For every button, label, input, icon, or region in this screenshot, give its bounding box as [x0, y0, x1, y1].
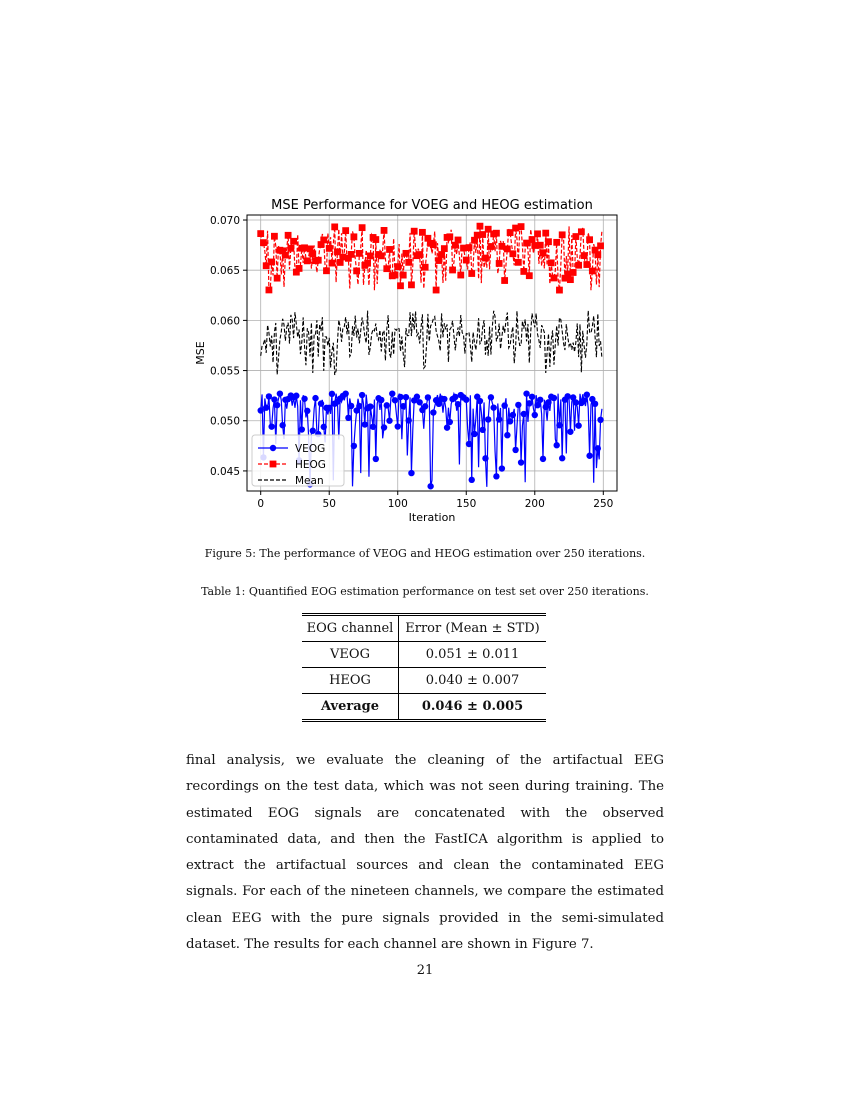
data-point-veog: [378, 397, 384, 403]
figure: [185, 190, 625, 530]
data-point-veog: [381, 424, 387, 430]
x-tick-label: 150: [456, 498, 477, 510]
data-point-heog: [323, 267, 330, 274]
data-point-veog: [329, 391, 335, 397]
data-point-veog: [386, 418, 392, 424]
x-tick-label: 250: [593, 498, 614, 510]
data-point-heog: [540, 249, 547, 256]
data-point-veog: [367, 403, 373, 409]
data-point-heog: [551, 275, 558, 282]
data-point-veog: [567, 429, 573, 435]
data-point-heog: [260, 239, 267, 246]
data-point-heog: [422, 264, 429, 271]
data-point-heog: [548, 259, 555, 266]
x-axis-label: Iteration: [408, 511, 456, 524]
y-tick-label: 0.055: [209, 365, 240, 378]
data-point-veog: [441, 396, 447, 402]
data-point-veog: [556, 422, 562, 428]
data-point-veog: [373, 456, 379, 462]
data-point-heog: [449, 267, 456, 274]
data-point-heog: [359, 224, 366, 231]
data-point-heog: [542, 230, 549, 237]
data-point-veog: [318, 400, 324, 406]
data-point-heog: [466, 244, 473, 251]
data-point-veog: [403, 394, 409, 400]
data-point-heog: [468, 270, 475, 277]
data-point-veog: [422, 403, 428, 409]
data-point-veog: [485, 416, 491, 422]
data-point-heog: [274, 275, 281, 282]
header-error: Error (Mean ± STD): [399, 615, 547, 642]
table-row: [302, 668, 546, 694]
data-point-heog: [397, 282, 404, 289]
data-point-veog: [348, 403, 354, 409]
data-point-heog: [509, 250, 516, 257]
data-point-veog: [471, 431, 477, 437]
data-point-heog: [416, 251, 423, 258]
data-point-heog: [329, 260, 336, 267]
data-point-veog: [523, 390, 529, 396]
mse-chart: [185, 190, 625, 530]
data-point-veog: [537, 397, 543, 403]
data-point-veog: [321, 424, 327, 430]
table-header-row: [302, 615, 546, 642]
table-caption: Table 1: Quantified EOG estimation performance on test set over 250 iterations.: [201, 585, 649, 598]
data-point-veog: [521, 411, 527, 417]
data-point-veog: [370, 424, 376, 430]
legend-marker-veog: [270, 445, 276, 451]
legend-label-heog: HEOG: [295, 459, 326, 471]
data-point-veog: [504, 432, 510, 438]
data-point-veog: [581, 397, 587, 403]
data-point-veog: [573, 399, 579, 405]
data-point-veog: [299, 426, 305, 432]
data-point-heog: [581, 252, 588, 259]
cell-channel: VEOG: [302, 642, 399, 668]
data-point-heog: [285, 232, 292, 239]
data-point-veog: [499, 465, 505, 471]
data-point-heog: [446, 233, 453, 240]
data-point-heog: [438, 251, 445, 258]
body-paragraph: final analysis, we evaluate the cleaning of the artifactual EEG recordings on the test data, which was not seen during training. The estimated EOG signals are concatenated with the observed contaminated data, and then the FastICA algorithm is applied to extract the artifactual sources and clean the contaminated EEG signals. For each of the nineteen channels, we compare the estimated clean EEG with the pure signals provided in the semi-simulated dataset. The results for each channel are shown in Figure 7.: [186, 753, 664, 953]
data-point-heog: [266, 287, 273, 294]
data-point-heog: [342, 227, 349, 234]
data-point-veog: [389, 390, 395, 396]
y-tick-label: 0.065: [209, 265, 240, 278]
data-point-veog: [529, 394, 535, 400]
data-point-heog: [364, 260, 371, 267]
data-point-veog: [501, 402, 507, 408]
data-point-veog: [326, 405, 332, 411]
series-heog: [257, 223, 604, 294]
header-eog-channel: EOG channel: [302, 615, 399, 642]
data-point-veog: [518, 459, 524, 465]
data-point-heog: [386, 246, 393, 253]
data-point-veog: [359, 392, 365, 398]
data-point-veog: [554, 442, 560, 448]
y-tick-label: 0.060: [209, 315, 240, 328]
table-row-average: [302, 694, 546, 721]
data-point-veog: [342, 390, 348, 396]
data-point-heog: [403, 250, 410, 257]
data-point-veog: [384, 402, 390, 408]
legend-marker-heog: [270, 461, 277, 468]
data-point-veog: [490, 404, 496, 410]
data-point-heog: [348, 251, 355, 258]
data-point-veog: [510, 412, 516, 418]
data-point-heog: [287, 245, 294, 252]
data-point-veog: [274, 402, 280, 408]
data-point-veog: [480, 427, 486, 433]
data-point-heog: [526, 272, 533, 279]
data-point-heog: [575, 262, 582, 269]
data-point-veog: [515, 402, 521, 408]
data-point-heog: [493, 230, 500, 237]
data-point-veog: [293, 393, 299, 399]
data-point-veog: [532, 412, 538, 418]
data-point-veog: [526, 400, 532, 406]
data-point-heog: [271, 233, 278, 240]
x-tick-label: 100: [387, 498, 408, 510]
data-point-heog: [315, 257, 322, 264]
data-point-veog: [395, 423, 401, 429]
data-point-veog: [345, 415, 351, 421]
data-point-heog: [496, 260, 503, 267]
data-point-heog: [326, 245, 333, 252]
data-point-veog: [477, 398, 483, 404]
data-point-heog: [463, 257, 470, 264]
data-point-veog: [540, 456, 546, 462]
data-point-heog: [567, 276, 574, 283]
table-row: [302, 642, 546, 668]
legend-label-veog: VEOG: [295, 443, 326, 455]
data-point-veog: [488, 394, 494, 400]
data-point-heog: [356, 250, 363, 257]
data-point-veog: [534, 402, 540, 408]
data-point-veog: [310, 428, 316, 434]
data-point-veog: [430, 409, 436, 415]
data-point-heog: [304, 257, 311, 264]
data-point-heog: [545, 238, 552, 245]
page-number: 21: [416, 963, 434, 978]
data-point-veog: [408, 470, 414, 476]
data-point-heog: [586, 236, 593, 243]
data-point-veog: [263, 404, 269, 410]
data-point-veog: [304, 408, 310, 414]
data-point-heog: [488, 243, 495, 250]
data-point-heog: [408, 281, 415, 288]
figure-caption: Figure 5: The performance of VEOG and HEOG estimation over 250 iterations.: [204, 547, 646, 560]
data-point-veog: [392, 397, 398, 403]
x-tick-label: 200: [524, 498, 545, 510]
data-point-heog: [537, 242, 544, 249]
data-point-veog: [586, 453, 592, 459]
chart-title: MSE Performance for VOEG and HEOG estimation: [271, 198, 593, 213]
y-axis-label: MSE: [194, 341, 207, 365]
data-point-heog: [378, 252, 385, 259]
data-point-heog: [430, 241, 437, 248]
cell-error: 0.051 ± 0.011: [399, 642, 547, 668]
data-point-heog: [400, 272, 407, 279]
data-point-veog: [595, 445, 601, 451]
data-point-veog: [362, 421, 368, 427]
data-point-heog: [570, 269, 577, 276]
data-point-heog: [296, 265, 303, 272]
data-point-veog: [512, 447, 518, 453]
data-point-veog: [258, 407, 264, 413]
data-point-heog: [553, 239, 560, 246]
data-point-veog: [406, 417, 412, 423]
data-point-heog: [405, 259, 412, 266]
cell-channel: Average: [302, 694, 399, 721]
data-point-heog: [290, 238, 297, 245]
cell-error: 0.046 ± 0.005: [399, 694, 547, 721]
data-point-veog: [493, 473, 499, 479]
data-point-heog: [477, 223, 484, 230]
data-point-heog: [441, 245, 448, 252]
cell-error: 0.040 ± 0.007: [399, 668, 547, 694]
data-point-veog: [496, 416, 502, 422]
data-point-veog: [545, 399, 551, 405]
data-point-veog: [279, 422, 285, 428]
data-point-veog: [444, 424, 450, 430]
data-point-heog: [268, 259, 275, 266]
data-point-veog: [463, 397, 469, 403]
data-point-heog: [501, 277, 508, 284]
data-point-veog: [447, 419, 453, 425]
data-point-veog: [551, 395, 557, 401]
data-point-heog: [320, 237, 327, 244]
data-point-heog: [594, 251, 601, 258]
data-point-veog: [312, 395, 318, 401]
data-point-veog: [469, 477, 475, 483]
y-tick-label: 0.045: [209, 465, 240, 478]
data-point-veog: [301, 396, 307, 402]
y-tick-label: 0.070: [209, 215, 240, 228]
data-point-veog: [575, 422, 581, 428]
data-point-heog: [589, 268, 596, 275]
data-point-veog: [427, 483, 433, 489]
data-point-veog: [452, 394, 458, 400]
data-point-veog: [592, 401, 598, 407]
legend: [252, 435, 344, 487]
cell-channel: HEOG: [302, 668, 399, 694]
data-point-heog: [257, 230, 264, 237]
data-point-heog: [282, 252, 289, 259]
data-point-heog: [559, 231, 566, 238]
data-point-heog: [482, 255, 489, 262]
data-point-veog: [277, 390, 283, 396]
data-point-veog: [416, 399, 422, 405]
data-point-heog: [578, 228, 585, 235]
data-point-heog: [411, 228, 418, 235]
data-point-heog: [383, 265, 390, 272]
data-point-veog: [584, 391, 590, 397]
legend-label-mean: Mean: [295, 475, 324, 487]
data-point-veog: [482, 455, 488, 461]
data-point-heog: [534, 230, 541, 237]
data-point-veog: [268, 423, 274, 429]
data-point-heog: [518, 223, 525, 230]
x-tick-label: 50: [322, 498, 336, 510]
data-point-veog: [559, 455, 565, 461]
y-tick-label: 0.050: [209, 415, 240, 428]
data-point-heog: [309, 250, 316, 257]
data-point-heog: [367, 252, 374, 259]
data-point-veog: [266, 393, 272, 399]
data-point-veog: [466, 441, 472, 447]
data-point-veog: [507, 418, 513, 424]
data-point-veog: [351, 443, 357, 449]
data-point-heog: [331, 223, 338, 230]
data-point-heog: [457, 272, 464, 279]
data-point-heog: [381, 227, 388, 234]
data-point-heog: [515, 259, 522, 266]
data-point-veog: [597, 417, 603, 423]
data-point-heog: [597, 242, 604, 249]
data-point-heog: [353, 267, 360, 274]
data-point-heog: [394, 263, 401, 270]
x-tick-label: 0: [257, 498, 265, 510]
data-point-heog: [350, 233, 357, 240]
data-point-veog: [414, 394, 420, 400]
data-point-veog: [271, 396, 277, 402]
data-point-heog: [419, 229, 426, 236]
data-point-heog: [435, 257, 442, 264]
data-point-heog: [583, 261, 590, 268]
results-table: [302, 613, 546, 722]
data-point-veog: [425, 394, 431, 400]
data-point-heog: [556, 287, 563, 294]
data-point-heog: [433, 287, 440, 294]
data-point-veog: [564, 393, 570, 399]
data-point-heog: [372, 236, 379, 243]
data-point-veog: [455, 401, 461, 407]
data-point-veog: [356, 403, 362, 409]
data-point-veog: [400, 403, 406, 409]
data-point-heog: [392, 272, 399, 279]
data-point-heog: [455, 237, 462, 244]
data-point-veog: [397, 394, 403, 400]
